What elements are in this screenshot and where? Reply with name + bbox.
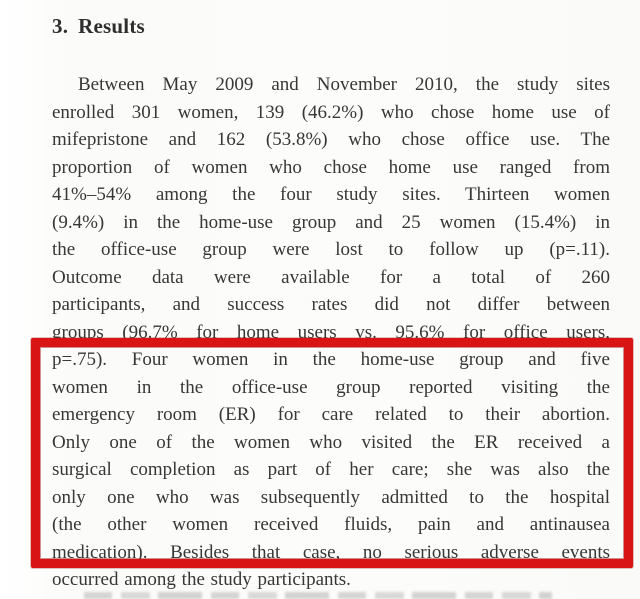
text-line: Outcome data were available for a total of 260 xyxy=(52,266,610,288)
section-number: 3. xyxy=(52,14,69,38)
section-title: Results xyxy=(78,14,145,38)
text-line: Between May 2009 and November 2010, the study sites xyxy=(78,74,610,95)
text-line: (9.4%) in the home-use group and 25 women (15.4%) in xyxy=(52,211,610,233)
text-line: mifepristone and 162 (53.8%) who chose office use. The xyxy=(52,129,610,150)
text-line: the office-use group were lost to follow up (p=.11). xyxy=(52,239,610,260)
text-line: p=.75). Four women in the home-use group and five xyxy=(52,349,610,370)
text-line: emergency room (ER) for care related to their abortion. xyxy=(52,404,610,425)
text-line: Only one of the women who visited the ER received a xyxy=(52,431,610,453)
text-line: medication). Besides that case, no serious adverse events xyxy=(52,541,610,563)
text-line: occurred among the study participants. xyxy=(52,569,351,590)
partial-next-line-fragment xyxy=(84,592,552,599)
section-heading xyxy=(52,14,145,39)
text-line: (the other women received fluids, pain and antinausea xyxy=(52,514,610,535)
text-line: proportion of women who chose home use ranged from xyxy=(52,156,610,178)
text-line: surgical completion as part of her care; she was also the xyxy=(52,459,610,480)
text-line: only one who was subsequently admitted to the hospital xyxy=(52,486,610,508)
text-line: 41%–54% among the four study sites. Thirteen women xyxy=(52,184,610,205)
text-line: participants, and success rates did not differ between xyxy=(52,294,610,315)
text-line: enrolled 301 women, 139 (46.2%) who chose home use of xyxy=(52,101,610,123)
text-line: women in the office-use group reported visiting the xyxy=(52,376,610,398)
paragraph xyxy=(52,71,610,594)
text-line: groups (96.7% for home users vs. 95.6% for office users, xyxy=(52,321,610,343)
